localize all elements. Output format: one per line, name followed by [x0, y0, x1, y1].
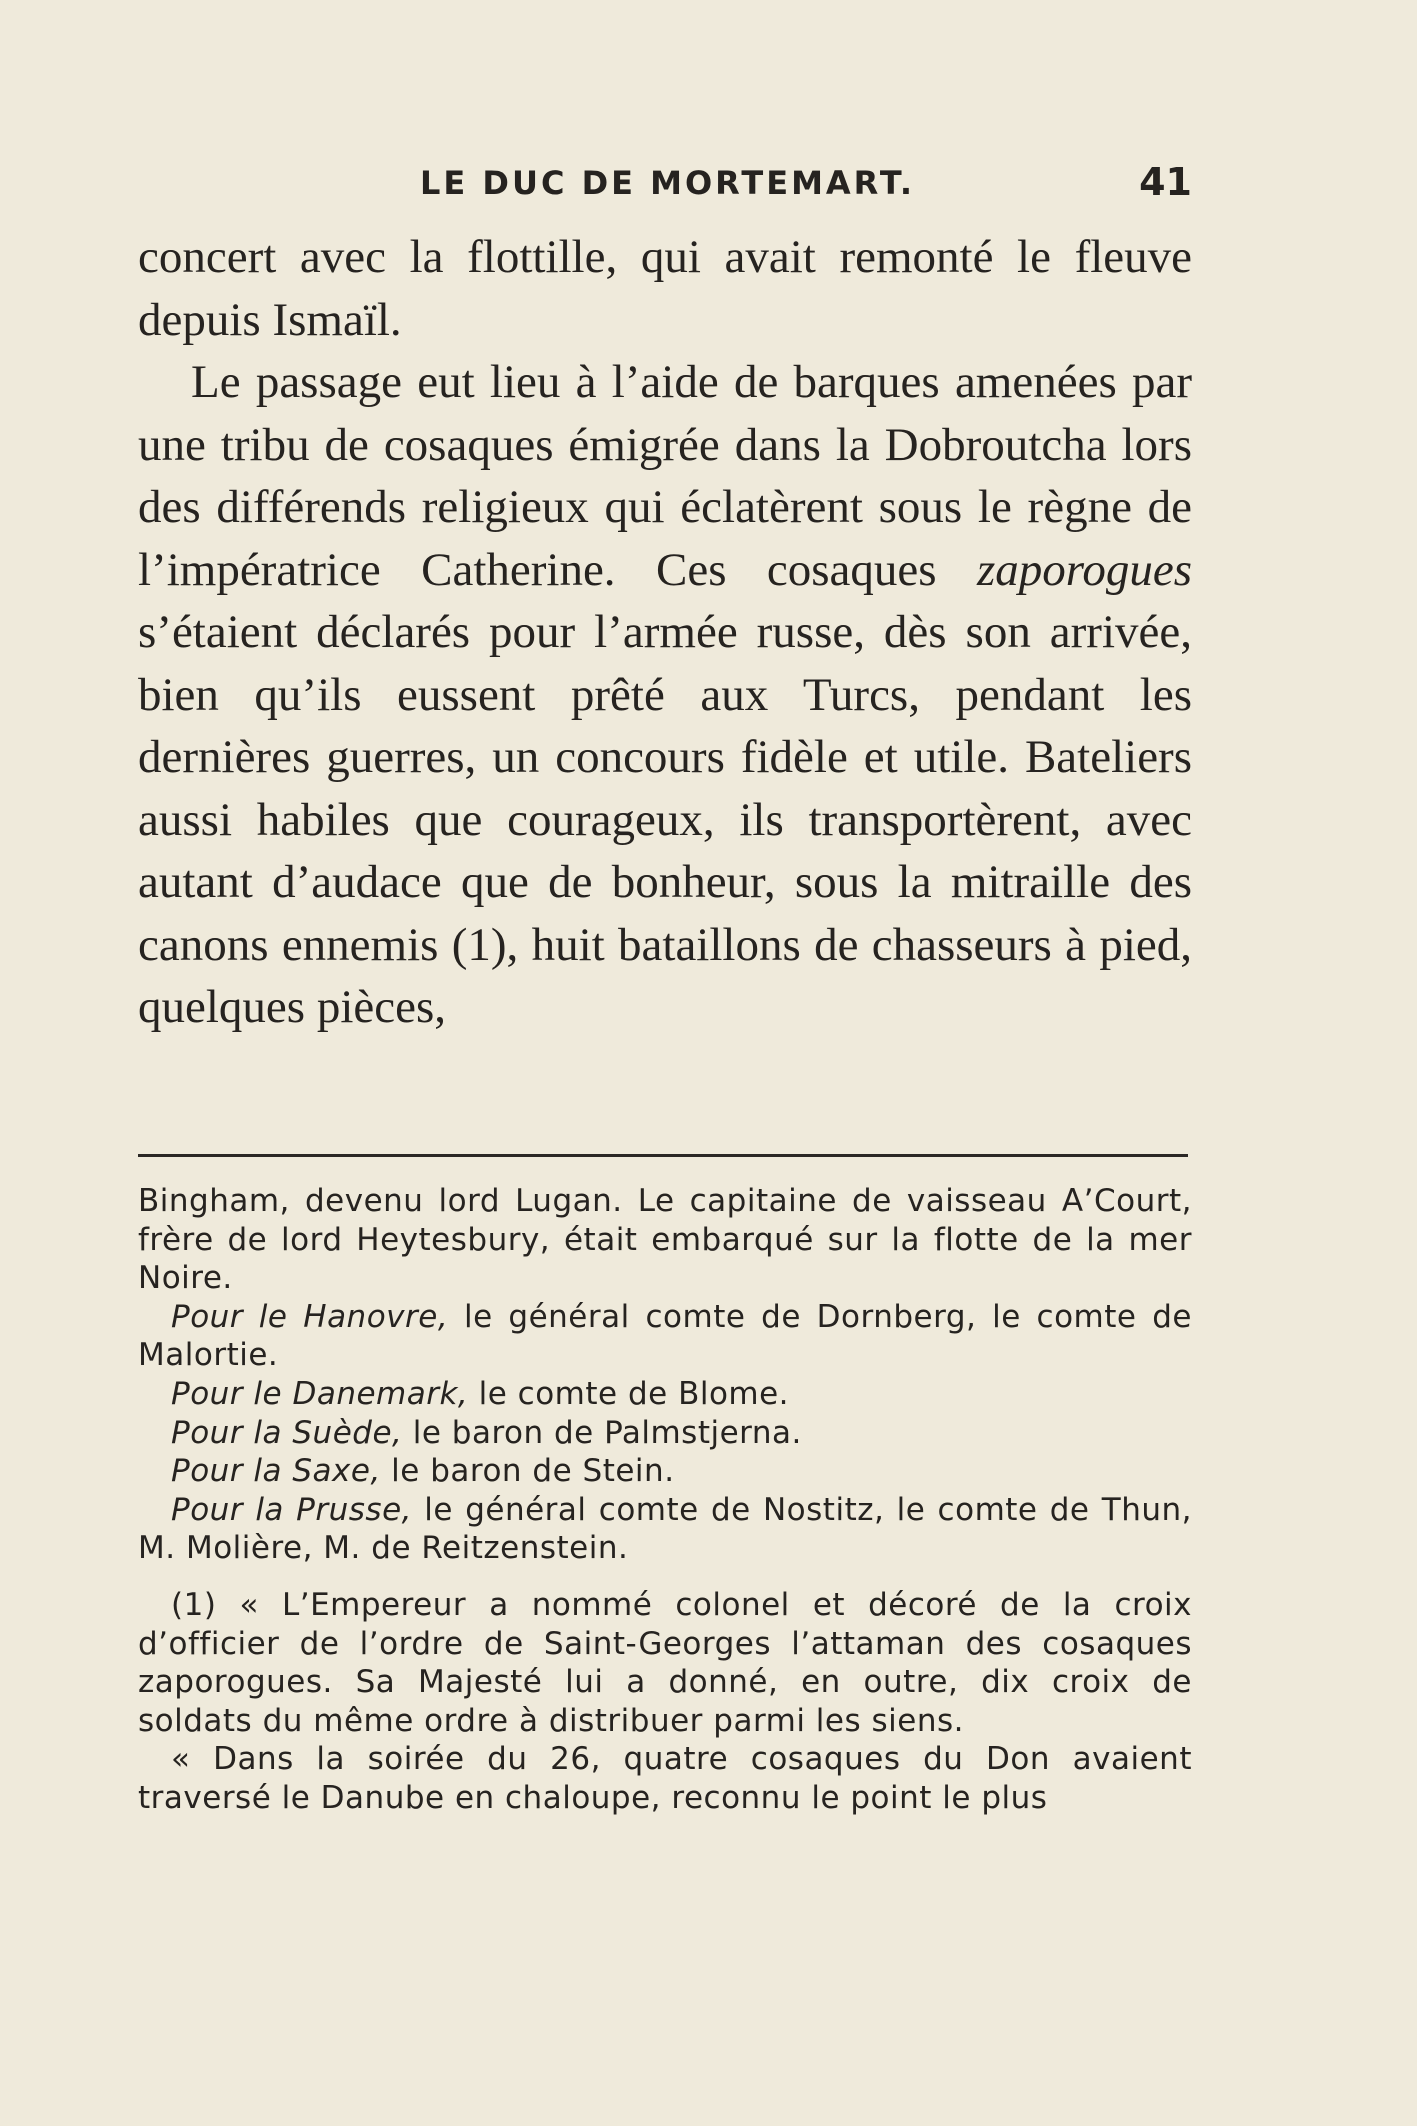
- footnote-danemark-label: Pour le Danemark,: [171, 1375, 469, 1412]
- footnote-saxe-label: Pour la Saxe,: [171, 1453, 381, 1490]
- main-text: [138, 226, 1192, 1039]
- footnote-suede-label: Pour la Suède,: [171, 1414, 403, 1451]
- footnote-danemark: [138, 1375, 1192, 1414]
- page-number: 41: [1139, 160, 1192, 204]
- footnote-saxe-text: le baron de Stein.: [380, 1453, 675, 1490]
- footnote-saxe: [138, 1452, 1192, 1491]
- footnote-prusse-text: le général comte de Nostitz, le comte de Thun, M. Molière, M. de Reitzenstein.: [138, 1491, 1192, 1567]
- footnote-suede-text: le baron de Palmstjerna.: [402, 1414, 802, 1451]
- footnote-suede: [138, 1414, 1192, 1453]
- footnote-rule: [138, 1154, 1188, 1157]
- footnotes: [138, 1182, 1192, 1818]
- footnote-continuation: Bingham, devenu lord Lugan. Le capitaine de vaisseau A’Court, frère de lord Heytesbury, était embarqué sur la flotte de la mer Noire.: [138, 1183, 1192, 1297]
- italic-term: zaporogues: [977, 543, 1192, 596]
- footnote-prusse-label: Pour la Prusse,: [171, 1491, 412, 1528]
- paragraph-1: concert avec la flottille, qui avait remonté le fleuve depuis Ismaïl.: [138, 231, 1192, 346]
- footnote-1-continued: « Dans la soirée du 26, quatre cosaques du Don avaient traversé le Danube en chaloupe, reconnu le point le plus: [138, 1741, 1192, 1816]
- footnote-hanovre: [138, 1298, 1192, 1375]
- running-head: [138, 158, 1192, 214]
- footnote-hanovre-text: le général comte de Dornberg, le comte de Malortie.: [138, 1298, 1192, 1374]
- running-title: LE DUC DE MORTEMART.: [420, 164, 915, 202]
- paragraph-2-part-b: s’étaient déclarés pour l’armée russe, dès son arrivée, bien qu’ils eussent prêté aux Turcs, pendant les dernières guerres, un concours fidèle et utile. Bateliers aussi habiles que courageux, ils transportèrent, avec autant d’audace que de bonheur, sous la mitraille des canons ennemis (1), huit bataillons de chasseurs à pied, quelques pièces,: [138, 606, 1192, 1033]
- paragraph-2: [138, 351, 1192, 1039]
- footnote-hanovre-label: Pour le Hanovre,: [171, 1298, 449, 1335]
- paragraph-2-part-a: Le passage eut lieu à l’aide de barques amenées par une tribu de cosaques émigrée dans la Dobroutcha lors des différends religieux qui éclatèrent sous le règne de l’impératrice Catherine. Ces cosaques: [138, 356, 1192, 596]
- footnote-prusse: [138, 1491, 1192, 1568]
- footnote-danemark-text: le comte de Blome.: [468, 1375, 790, 1412]
- footnote-1: (1) « L’Empereur a nommé colonel et décoré de la croix d’officier de l’ordre de Saint-Georges l’attaman des cosaques zaporogues. Sa Majesté lui a donné, en outre, dix croix de soldats du même ordre à distribuer parmi les siens.: [138, 1586, 1192, 1739]
